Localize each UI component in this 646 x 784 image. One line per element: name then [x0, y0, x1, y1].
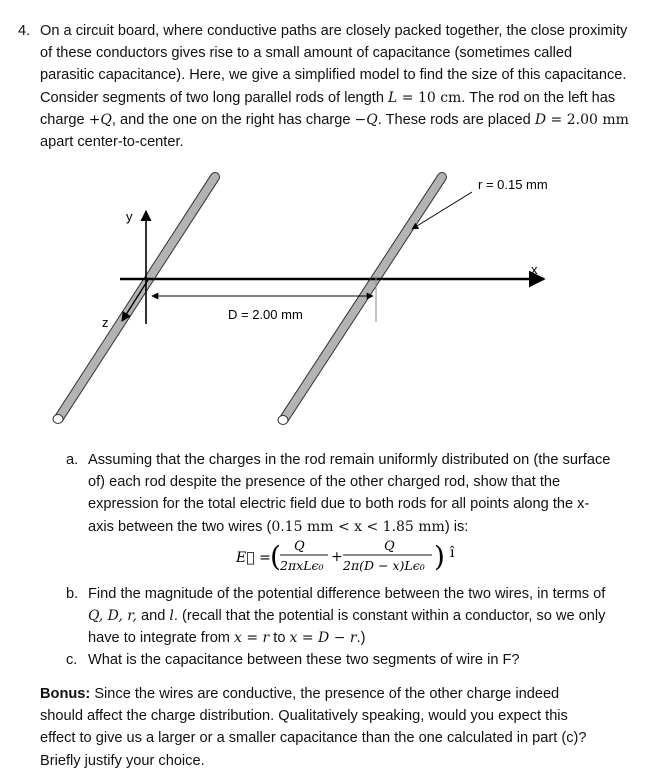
part-c-text: What is the capacitance between these two segments of wire in F? [88, 652, 520, 669]
eq-lhs: E⃗ = [236, 550, 271, 566]
eq-paren-left: ( [270, 540, 281, 573]
part-a-text-2: ) is: [444, 518, 469, 535]
length-symbol: L [388, 89, 398, 106]
rods-figure [0, 160, 646, 438]
part-c-label: c. [66, 652, 78, 669]
part-a [66, 449, 612, 538]
eq-unit-vector: î [450, 545, 455, 561]
right-rod [278, 177, 442, 425]
distance-value: = 2.00 mm [546, 111, 629, 128]
length-value: = 10 cm [397, 89, 462, 106]
problem-number: 4. [18, 23, 31, 39]
part-b-text-1: Find the magnitude of the potential difference between the two wires, in terms of [88, 585, 606, 602]
eq-plus: + [331, 549, 343, 565]
intro-text-3: , and the one on the right has charge [111, 111, 355, 128]
electric-field-equation [236, 536, 466, 578]
part-b-vars: Q, D, r, [88, 608, 137, 625]
eq-paren-right: ) [434, 540, 445, 573]
intro-text-5: apart center-to-center. [40, 134, 184, 151]
intro-text-4: . These rods are placed [377, 111, 535, 128]
part-a-label: a. [66, 452, 79, 468]
part-b-label: b. [66, 585, 79, 602]
part-b-upto: x = D − r [289, 630, 357, 647]
eq-num-2: Q [384, 539, 395, 554]
part-a-text-1: Assuming that the charges in the rod remain uniformly distributed on (the surface of) each rod despite the presence of the other charged rod, show that the expression for the total electric field due to both rods for all points along the x-axis between the two wires ( [88, 452, 611, 535]
z-axis [122, 280, 148, 321]
part-b-text-2: . (recall that the potential is constant within a conductor, so we only have to integrate from [88, 608, 606, 647]
part-b-text-3: .) [356, 630, 366, 647]
part-b-and: and [136, 608, 170, 625]
part-b [66, 583, 612, 650]
intro-text-2: . The rod on the left has charge [40, 89, 616, 128]
part-b-to: to [269, 630, 290, 647]
bonus-question [40, 683, 600, 772]
y-axis-label: y [126, 209, 133, 224]
eq-den-1: 2πxLϵ₀ [280, 558, 324, 573]
distance-symbol: D [534, 111, 547, 128]
x-axis-label: x [531, 262, 538, 277]
intro-text-1: On a circuit board, where conductive paths are closely packed together, the close proximity of these conductors gives rise to a small amount of capacitance (sometimes called parasitic capacitance). Here, we give a simplified model to find the size of this capacitance. Consider segments of two long parallel rods of length [40, 23, 628, 106]
radius-label: r = 0.15 mm [478, 177, 548, 192]
part-b-l: l [169, 608, 174, 625]
left-rod [53, 177, 215, 424]
part-c [66, 649, 612, 671]
eq-den-2: 2π(D − x)Lϵ₀ [343, 558, 425, 573]
plus-q: +Q [88, 111, 112, 128]
problem-intro [40, 20, 630, 153]
part-a-range: 0.15 mm < x < 1.85 mm [271, 518, 445, 535]
eq-num-1: Q [294, 539, 305, 554]
problem-statement [18, 20, 630, 153]
bonus-label: Bonus: [40, 686, 91, 702]
z-axis-label: z [102, 315, 109, 330]
part-b-from: x = r [234, 630, 270, 647]
minus-q: −Q [354, 111, 378, 128]
bonus-text: Since the wires are conductive, the presence of the other charge indeed should affect the charge distribution. Qualitatively speaking, would you expect this effect to give us a larger or a smaller capacitance than the one calculated in part (c)? Briefly justify your choice. [40, 686, 587, 769]
d-label: D = 2.00 mm [228, 307, 303, 322]
